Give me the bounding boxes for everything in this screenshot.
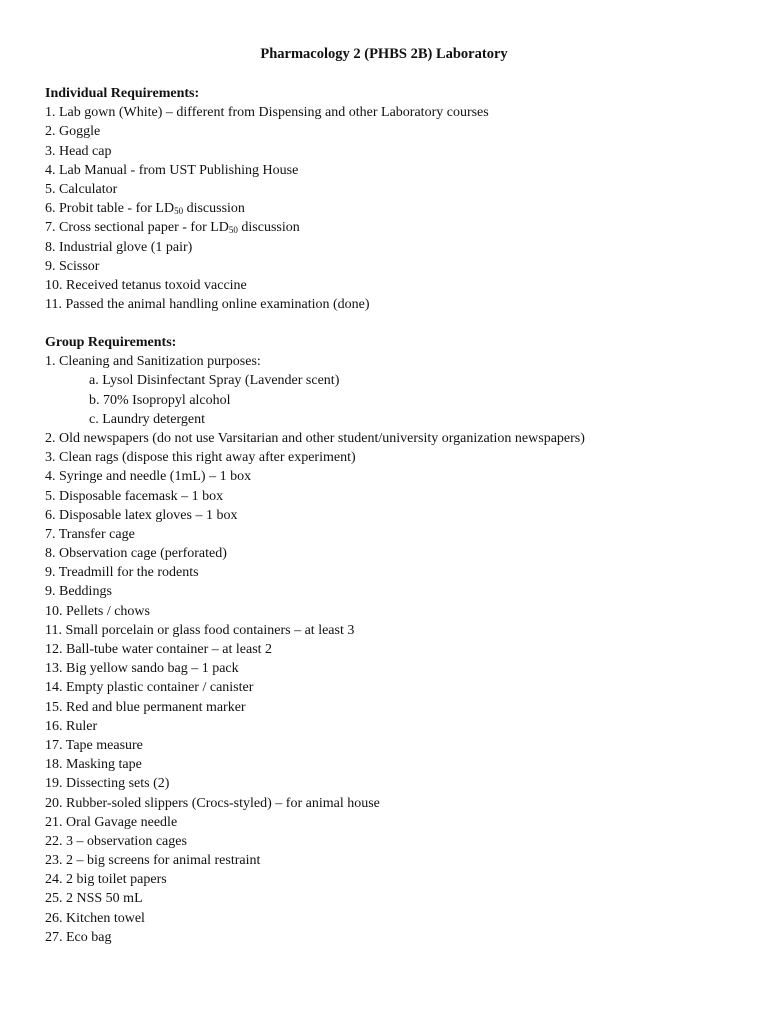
individual-requirements-section xyxy=(45,84,745,314)
group-requirement-item: b. 70% Isopropyl alcohol xyxy=(89,392,231,408)
subscript: 50 xyxy=(174,206,184,217)
individual-requirement-item: 1. Lab gown (White) – different from Dispensing and other Laboratory courses xyxy=(45,105,489,121)
individual-requirement-item: 11. Passed the animal handling online examination (done) xyxy=(45,297,370,313)
individual-requirement-item xyxy=(45,199,745,218)
group-requirement-item: a. Lysol Disinfectant Spray (Lavender scent) xyxy=(89,373,340,389)
item-text: 6. Probit table - for LD xyxy=(45,201,175,217)
individual-requirement-item: 8. Industrial glove (1 pair) xyxy=(45,239,193,255)
group-requirement-item: 5. Disposable facemask – 1 box xyxy=(45,488,224,504)
subscript: 50 xyxy=(228,225,238,236)
group-requirement-item: 26. Kitchen towel xyxy=(45,910,145,926)
group-requirement-item: 21. Oral Gavage needle xyxy=(45,814,178,830)
group-requirement-item: 7. Transfer cage xyxy=(45,526,135,542)
group-requirement-item: 20. Rubber-soled slippers (Crocs-styled) – for animal house xyxy=(45,795,380,811)
document-title: Pharmacology 2 (PHBS 2B) Laboratory xyxy=(260,46,508,62)
group-requirement-item: 25. 2 NSS 50 mL xyxy=(45,891,143,907)
group-requirement-item: c. Laundry detergent xyxy=(89,411,205,427)
group-requirement-item: 6. Disposable latex gloves – 1 box xyxy=(45,507,238,523)
group-requirement-item: 27. Eco bag xyxy=(45,929,112,945)
individual-requirements-heading: Individual Requirements: xyxy=(45,86,200,101)
group-requirement-item: 11. Small porcelain or glass food containers – at least 3 xyxy=(45,622,355,638)
individual-requirement-item: 5. Calculator xyxy=(45,181,118,197)
individual-requirements-list xyxy=(45,103,745,314)
group-requirement-item: 13. Big yellow sando bag – 1 pack xyxy=(45,661,239,677)
group-requirement-item: 12. Ball-tube water container – at least 2 xyxy=(45,642,273,657)
individual-requirement-item: 3. Head cap xyxy=(45,143,112,159)
group-requirements-heading: Group Requirements: xyxy=(45,335,177,350)
group-requirement-item: 23. 2 – big screens for animal restraint xyxy=(45,853,261,869)
group-requirement-item: 3. Clean rags (dispose this right away after experiment) xyxy=(45,450,356,466)
individual-requirement-item: 10. Received tetanus toxoid vaccine xyxy=(45,277,247,293)
individual-requirement-item: 2. Goggle xyxy=(45,124,101,140)
group-requirement-item: 19. Dissecting sets (2) xyxy=(45,776,170,792)
group-requirement-item: 8. Observation cage (perforated) xyxy=(45,546,227,562)
group-requirement-item: 9. Beddings xyxy=(45,584,112,600)
group-requirements-list xyxy=(45,352,745,947)
group-requirement-item: 16. Ruler xyxy=(45,718,98,734)
item-text-suffix: discussion xyxy=(183,201,245,217)
group-requirement-item: 1. Cleaning and Sanitization purposes: xyxy=(45,354,261,370)
individual-requirement-item xyxy=(45,218,745,237)
group-requirement-item: 2. Old newspapers (do not use Varsitarian and other student/university organization newspapers) xyxy=(45,430,585,446)
group-requirement-item: 17. Tape measure xyxy=(45,737,143,753)
item-text: 7. Cross sectional paper - for LD xyxy=(45,220,229,236)
group-requirement-item: 9. Treadmill for the rodents xyxy=(45,565,199,581)
item-text-suffix: discussion xyxy=(237,220,300,236)
individual-requirement-item: 9. Scissor xyxy=(45,258,100,274)
group-requirement-item: 4. Syringe and needle (1mL) – 1 box xyxy=(45,469,252,485)
group-requirement-item: 14. Empty plastic container / canister xyxy=(45,680,254,696)
group-requirement-item: 15. Red and blue permanent marker xyxy=(45,699,246,715)
group-requirement-item: 22. 3 – observation cages xyxy=(45,833,187,849)
individual-requirement-item: 4. Lab Manual - from UST Publishing House xyxy=(45,162,299,178)
group-requirement-item: 18. Masking tape xyxy=(45,757,142,773)
group-requirements-section xyxy=(45,333,745,947)
group-requirement-item: 10. Pellets / chows xyxy=(45,603,150,619)
group-requirement-item: 24. 2 big toilet papers xyxy=(45,872,167,888)
